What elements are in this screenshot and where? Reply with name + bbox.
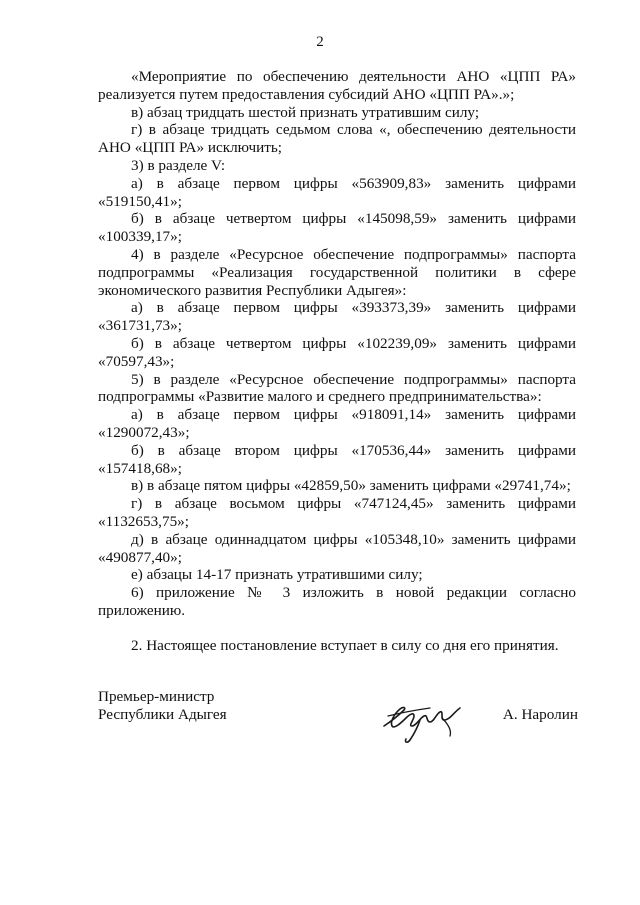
paragraph: в) в абзаце пятом цифры «42859,50» заменить цифрами «29741,74»; (131, 477, 571, 495)
document-body (98, 68, 576, 655)
signatory-title-line1: Премьер-министр (98, 688, 215, 705)
signatory-title (98, 688, 227, 724)
signatory-name: А. Наролин (502, 706, 578, 723)
paragraph: б) в абзаце четвертом цифры «102239,09» заменить цифрами «70597,43»; (98, 334, 576, 370)
paragraph: б) в абзаце втором цифры «170536,44» заменить цифрами «157418,68»; (98, 441, 576, 477)
paragraph: а) в абзаце первом цифры «563909,83» заменить цифрами «519150,41»; (98, 174, 576, 210)
paragraph: д) в абзаце одиннадцатом цифры «105348,10» заменить цифрами «490877,40»; (98, 530, 576, 566)
signatory-title-line2: Республики Адыгея (98, 706, 227, 723)
paragraph: б) в абзаце четвертом цифры «145098,59» заменить цифрами «100339,17»; (98, 210, 576, 246)
paragraph: е) абзацы 14-17 признать утратившими силу; (131, 566, 423, 584)
paragraph: г) в абзаце восьмом цифры «747124,45» заменить цифрами «1132653,75»; (98, 495, 576, 530)
paragraph: 6) приложение № 3 изложить в новой редакции согласно приложению. (98, 584, 576, 619)
paragraph: 5) в разделе «Ресурсное обеспечение подпрограммы» паспорта подпрограммы «Развитие малого и среднего предпринимательства»: (98, 370, 576, 406)
paragraph: 4) в разделе «Ресурсное обеспечение подпрограммы» паспорта подпрограммы «Реализация государственной политики в сфере экономического развития Республики Адыгея»: (98, 245, 576, 299)
paragraph: г) в абзаце тридцать седьмом слова «, обеспечению деятельности АНО «ЦПП РА» исключить; (98, 121, 576, 157)
paragraph: 3) в разделе V: (131, 156, 226, 174)
page-number: 2 (316, 34, 324, 50)
paragraph: «Мероприятие по обеспечению деятельности АНО «ЦПП РА» реализуется путем предоставления субсидий АНО «ЦПП РА».»; (98, 68, 576, 103)
final-paragraph: 2. Настоящее постановление вступает в силу со дня его принятия. (131, 636, 559, 654)
signature-block (98, 688, 578, 748)
handwritten-signature-icon (380, 696, 466, 744)
paragraph: а) в абзаце первом цифры «393373,39» заменить цифрами «361731,73»; (98, 299, 576, 335)
paragraph: в) абзац тридцать шестой признать утратившим силу; (131, 103, 480, 121)
paragraph: а) в абзаце первом цифры «918091,14» заменить цифрами «1290072,43»; (98, 406, 576, 441)
